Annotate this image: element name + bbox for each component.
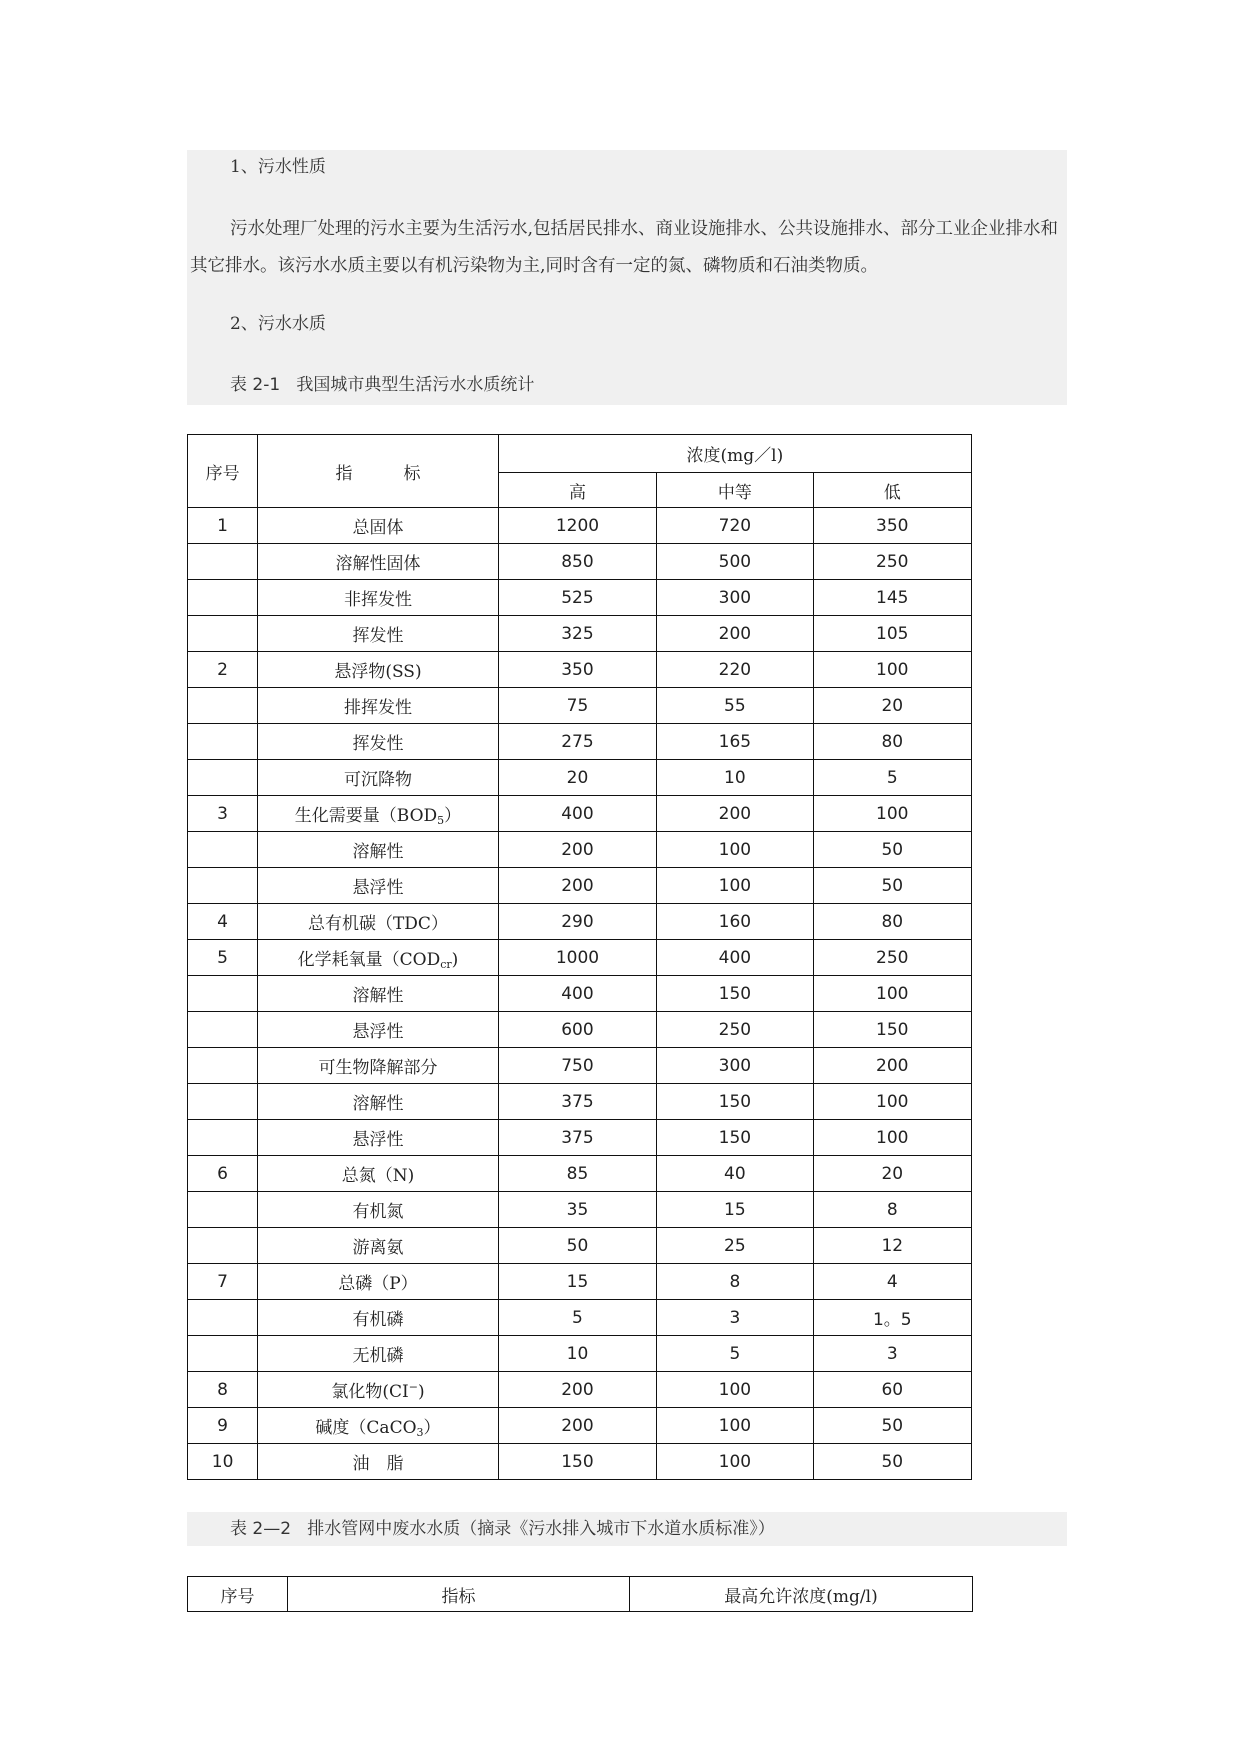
header-low: 低 (813, 473, 971, 508)
indicator-name: 可生物降解部分 (318, 1058, 438, 1078)
indicator-name: 无机磷 (352, 1346, 404, 1366)
row-serial: 6 (188, 1156, 258, 1192)
value-low: 150 (813, 1012, 971, 1048)
row-indicator (258, 580, 499, 616)
row-serial (188, 832, 258, 868)
table-row (188, 508, 972, 544)
row-indicator (258, 760, 499, 796)
indicator-subscript: 5 (437, 813, 445, 827)
value-low: 100 (813, 976, 971, 1012)
row-serial: 1 (188, 508, 258, 544)
value-mid: 400 (657, 940, 813, 976)
row-serial: 3 (188, 796, 258, 832)
header-indicator: 指 标 (258, 435, 499, 508)
row-serial (188, 1336, 258, 1372)
row-indicator (258, 1012, 499, 1048)
row-serial (188, 724, 258, 760)
indicator-suffix: ） (444, 805, 462, 826)
value-high: 150 (498, 1444, 656, 1480)
row-indicator (258, 724, 499, 760)
row-indicator (258, 1192, 499, 1228)
row-indicator (258, 1048, 499, 1084)
value-high: 200 (498, 1408, 656, 1444)
row-serial (188, 1120, 258, 1156)
table-row (188, 1444, 972, 1480)
t2-header-max-concentration: 最高允许浓度(mg/l) (630, 1577, 973, 1612)
value-low: 60 (813, 1372, 971, 1408)
row-serial (188, 616, 258, 652)
value-mid: 3 (657, 1300, 813, 1336)
value-mid: 100 (657, 1372, 813, 1408)
header-high: 高 (498, 473, 656, 508)
row-indicator (258, 544, 499, 580)
indicator-name: 氯化物(CI (331, 1382, 409, 1402)
table-row (188, 796, 972, 832)
value-low: 80 (813, 724, 971, 760)
table-row (188, 544, 972, 580)
value-mid: 200 (657, 796, 813, 832)
value-low: 100 (813, 1120, 971, 1156)
row-serial (188, 1048, 258, 1084)
table-row (188, 1012, 972, 1048)
value-mid: 165 (657, 724, 813, 760)
indicator-suffix: ) (417, 1382, 425, 1402)
value-high: 50 (498, 1228, 656, 1264)
value-low: 50 (813, 868, 971, 904)
value-low: 5 (813, 760, 971, 796)
value-low: 250 (813, 940, 971, 976)
table1-caption-number: 表 2-1 (230, 375, 281, 395)
value-high: 375 (498, 1120, 656, 1156)
table-row (188, 1048, 972, 1084)
value-mid: 100 (657, 832, 813, 868)
value-high: 1200 (498, 508, 656, 544)
value-high: 200 (498, 868, 656, 904)
table-row (188, 1264, 972, 1300)
indicator-subscript: 3 (416, 1425, 424, 1439)
value-low: 12 (813, 1228, 971, 1264)
header-concentration: 浓度(mg／l) (498, 435, 971, 473)
value-mid: 150 (657, 1120, 813, 1156)
row-serial (188, 976, 258, 1012)
row-serial: 8 (188, 1372, 258, 1408)
indicator-name: 有机氮 (352, 1202, 404, 1222)
value-low: 100 (813, 796, 971, 832)
value-high: 325 (498, 616, 656, 652)
row-indicator (258, 1120, 499, 1156)
drainage-standard-table (187, 1576, 973, 1612)
table-row (188, 760, 972, 796)
indicator-name: 悬浮性 (352, 1022, 404, 1042)
indicator-name: 油 脂 (352, 1454, 404, 1474)
value-high: 1000 (498, 940, 656, 976)
value-high: 35 (498, 1192, 656, 1228)
value-low: 4 (813, 1264, 971, 1300)
value-mid: 500 (657, 544, 813, 580)
indicator-name: 总氮（N) (341, 1166, 415, 1186)
table-row (188, 1192, 972, 1228)
value-high: 375 (498, 1084, 656, 1120)
header-medium: 中等 (657, 473, 813, 508)
value-mid: 150 (657, 976, 813, 1012)
value-low: 100 (813, 652, 971, 688)
indicator-name: 碱度（CaCO (315, 1417, 417, 1438)
value-high: 750 (498, 1048, 656, 1084)
table-row (188, 1372, 972, 1408)
indicator-name: 化学耗氧量（COD (297, 949, 441, 970)
row-serial: 5 (188, 940, 258, 976)
row-serial (188, 1228, 258, 1264)
value-mid: 300 (657, 1048, 813, 1084)
indicator-name: 排挥发性 (343, 698, 412, 718)
value-low: 250 (813, 544, 971, 580)
section1-heading: 1、污水性质 (230, 157, 326, 177)
indicator-subscript: cr (440, 957, 452, 971)
row-indicator (258, 616, 499, 652)
value-mid: 200 (657, 616, 813, 652)
indicator-name: 可沉降物 (343, 770, 412, 790)
row-indicator (258, 508, 499, 544)
row-indicator (258, 796, 499, 832)
value-low: 100 (813, 1084, 971, 1120)
indicator-name: 溶解性 (352, 842, 404, 862)
table-row (188, 616, 972, 652)
value-low: 20 (813, 1156, 971, 1192)
value-high: 200 (498, 832, 656, 868)
indicator-suffix: ) (451, 949, 459, 970)
value-high: 85 (498, 1156, 656, 1192)
row-indicator (258, 1156, 499, 1192)
row-indicator (258, 1228, 499, 1264)
value-high: 290 (498, 904, 656, 940)
value-low: 50 (813, 1444, 971, 1480)
row-indicator (258, 1372, 499, 1408)
row-serial: 10 (188, 1444, 258, 1480)
table-row (188, 1156, 972, 1192)
indicator-name: 挥发性 (352, 734, 404, 754)
row-indicator (258, 1408, 499, 1444)
value-low: 350 (813, 508, 971, 544)
value-low: 80 (813, 904, 971, 940)
indicator-name: 总有机碳（TDC） (307, 914, 448, 934)
table-row (188, 652, 972, 688)
value-mid: 55 (657, 688, 813, 724)
value-high: 525 (498, 580, 656, 616)
value-high: 10 (498, 1336, 656, 1372)
indicator-name: 生化需要量（BOD (294, 805, 438, 826)
value-low: 20 (813, 688, 971, 724)
row-indicator (258, 688, 499, 724)
value-low: 1。5 (813, 1300, 971, 1336)
value-high: 15 (498, 1264, 656, 1300)
value-mid: 15 (657, 1192, 813, 1228)
value-mid: 100 (657, 1444, 813, 1480)
value-mid: 300 (657, 580, 813, 616)
row-indicator (258, 940, 499, 976)
section2-heading: 2、污水水质 (230, 314, 326, 334)
value-mid: 100 (657, 1408, 813, 1444)
table2-caption-number: 表 2—2 (230, 1519, 292, 1539)
table-row (188, 832, 972, 868)
row-serial (188, 688, 258, 724)
t2-header-serial: 序号 (188, 1577, 288, 1612)
row-indicator (258, 832, 499, 868)
table-row (188, 1336, 972, 1372)
row-indicator (258, 652, 499, 688)
table-row (188, 1408, 972, 1444)
table-row (188, 1300, 972, 1336)
value-mid: 220 (657, 652, 813, 688)
value-low: 200 (813, 1048, 971, 1084)
value-mid: 25 (657, 1228, 813, 1264)
value-high: 400 (498, 976, 656, 1012)
row-serial: 4 (188, 904, 258, 940)
indicator-name: 溶解性 (352, 1094, 404, 1114)
row-serial: 7 (188, 1264, 258, 1300)
value-low: 8 (813, 1192, 971, 1228)
indicator-suffix: ） (423, 1417, 441, 1438)
indicator-name: 悬浮性 (352, 878, 404, 898)
indicator-name: 有机磷 (352, 1310, 404, 1330)
value-mid: 720 (657, 508, 813, 544)
table-row (188, 904, 972, 940)
value-low: 145 (813, 580, 971, 616)
row-indicator (258, 1336, 499, 1372)
value-high: 20 (498, 760, 656, 796)
row-indicator (258, 1444, 499, 1480)
indicator-name: 溶解性固体 (335, 554, 421, 574)
value-high: 275 (498, 724, 656, 760)
value-low: 3 (813, 1336, 971, 1372)
table-body (188, 508, 972, 1480)
indicator-name: 游离氨 (352, 1238, 404, 1258)
value-high: 5 (498, 1300, 656, 1336)
table-row (188, 868, 972, 904)
row-serial: 2 (188, 652, 258, 688)
indicator-name: 非挥发性 (343, 590, 412, 610)
table1-caption-title: 我国城市典型生活污水水质统计 (296, 375, 535, 395)
row-indicator (258, 976, 499, 1012)
table-row (188, 580, 972, 616)
indicator-name: 悬浮性 (352, 1130, 404, 1150)
t2-header-indicator: 指标 (288, 1577, 630, 1612)
row-serial (188, 1300, 258, 1336)
table-row (188, 724, 972, 760)
row-indicator (258, 1300, 499, 1336)
value-high: 200 (498, 1372, 656, 1408)
value-mid: 250 (657, 1012, 813, 1048)
value-mid: 160 (657, 904, 813, 940)
table1-caption (230, 374, 534, 396)
value-high: 600 (498, 1012, 656, 1048)
value-high: 850 (498, 544, 656, 580)
row-serial (188, 1084, 258, 1120)
intro-paragraph: 污水处理厂处理的污水主要为生活污水,包括居民排水、商业设施排水、公共设施排水、部分工业企业排水和其它排水。该污水水质主要以有机污染物为主,同时含有一定的氮、磷物质和石油类物质。 (190, 219, 1059, 276)
header-serial: 序号 (188, 435, 258, 508)
indicator-name: 溶解性 (352, 986, 404, 1006)
row-serial (188, 1192, 258, 1228)
value-mid: 8 (657, 1264, 813, 1300)
table-row (188, 1228, 972, 1264)
row-serial (188, 760, 258, 796)
value-high: 400 (498, 796, 656, 832)
table-row (188, 976, 972, 1012)
row-indicator (258, 1084, 499, 1120)
row-serial (188, 868, 258, 904)
value-low: 50 (813, 832, 971, 868)
table-row (188, 1084, 972, 1120)
row-serial (188, 580, 258, 616)
indicator-name: 悬浮物(SS) (334, 662, 422, 682)
row-serial: 9 (188, 1408, 258, 1444)
row-serial (188, 544, 258, 580)
table-row (188, 688, 972, 724)
row-indicator (258, 868, 499, 904)
value-mid: 40 (657, 1156, 813, 1192)
table-row (188, 1120, 972, 1156)
value-high: 350 (498, 652, 656, 688)
indicator-name: 总磷（P） (338, 1274, 418, 1294)
row-indicator (258, 904, 499, 940)
indicator-name: 挥发性 (352, 626, 404, 646)
value-high: 75 (498, 688, 656, 724)
row-indicator (258, 1264, 499, 1300)
table2-caption-title: 排水管网中废水水质（摘录《污水排入城市下水道水质标准》） (307, 1519, 775, 1539)
indicator-superscript: − (408, 1380, 418, 1394)
value-mid: 10 (657, 760, 813, 796)
value-low: 105 (813, 616, 971, 652)
value-mid: 150 (657, 1084, 813, 1120)
indicator-name: 总固体 (352, 518, 404, 538)
table2-caption (230, 1518, 775, 1540)
value-low: 50 (813, 1408, 971, 1444)
value-mid: 100 (657, 868, 813, 904)
table-row (188, 940, 972, 976)
row-serial (188, 1012, 258, 1048)
water-quality-table (187, 434, 972, 1480)
value-mid: 5 (657, 1336, 813, 1372)
